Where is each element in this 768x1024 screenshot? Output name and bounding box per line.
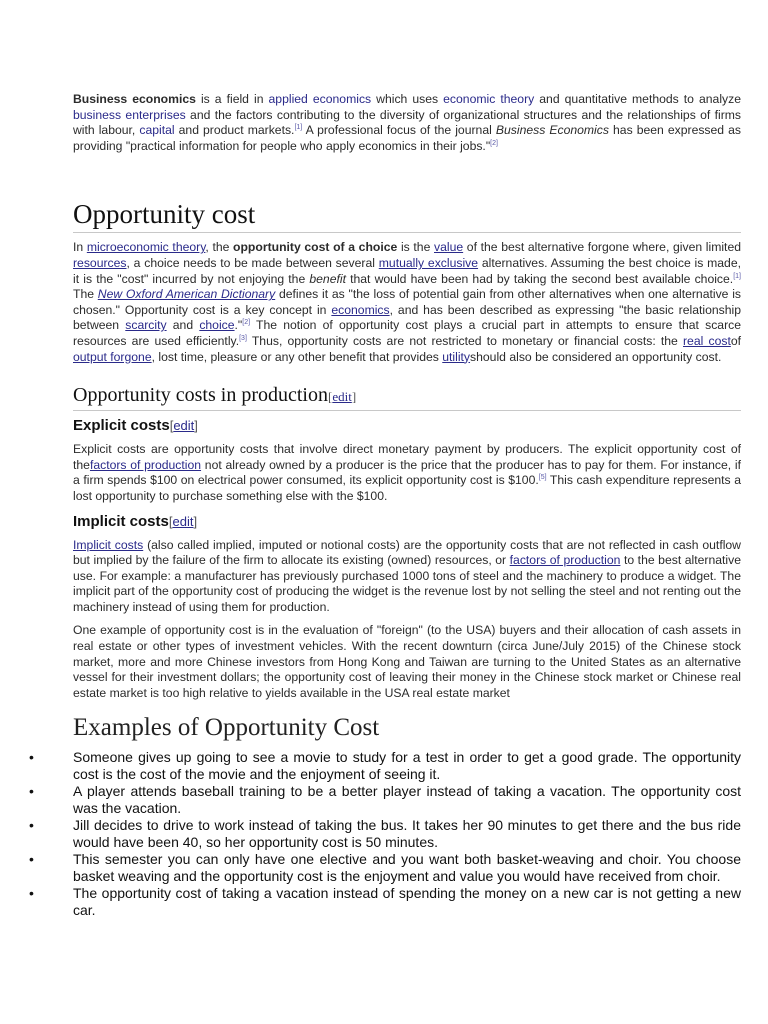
list-item: [29, 851, 741, 884]
link-choice[interactable]: choice: [199, 318, 235, 333]
link-real-cost[interactable]: real cost: [683, 333, 731, 348]
text: of the best alternative forgone where, given limited: [463, 240, 741, 255]
citation-2[interactable]: [2]: [490, 139, 498, 147]
text: alternatives. Assuming the best choice is made, it is the "cost" incurred by not enjoying the: [73, 255, 741, 286]
text: Explicit costs are opportunity costs that involve direct monetary payment by producers. The explicit opportunity cost of the: [73, 442, 741, 472]
list-item: [29, 885, 741, 918]
text: , and has been described as expressing "the basic relationship between: [73, 302, 741, 333]
link-mutually-exclusive[interactable]: mutually exclusive: [378, 255, 479, 270]
examples-list: [29, 749, 741, 918]
text: that would have been had by taking the second best available choice.: [345, 271, 734, 286]
citation-3[interactable]: [3]: [239, 334, 247, 342]
text: , lost time, pleasure or any other benefit that provides: [151, 349, 443, 364]
text: is the: [397, 240, 434, 255]
heading-opportunity-cost: Opportunity cost: [73, 198, 741, 233]
heading-explicit-costs: [73, 416, 741, 436]
bold-term: opportunity cost of a choice: [233, 240, 398, 255]
heading-opportunity-costs-in-production: [73, 383, 741, 411]
text: and quantitative methods to analyze: [534, 92, 742, 106]
text: of: [730, 333, 742, 348]
heading-implicit-costs: [73, 512, 741, 532]
text: to the best alternative use. For example: a manufacturer has previously purchased 1000 tons of steel and the machinery to produce a widget. The implicit part of the opportunity cost of producing the widget is the revenue lost by not selling the steel and not renting out the machinery instead of using them for production.: [73, 553, 741, 614]
list-item: [29, 783, 741, 816]
bracket: [: [168, 513, 173, 529]
heading-text: Explicit costs: [73, 417, 170, 435]
link-microeconomic-theory[interactable]: microeconomic theory: [86, 240, 206, 255]
edit-section: [170, 418, 198, 433]
citation-5[interactable]: [5]: [538, 474, 547, 482]
text: and product markets.: [174, 123, 295, 138]
link-value[interactable]: value: [434, 240, 464, 255]
text: defines it as "the loss of potential gain from other alternatives when one alternative is chosen." Opportunity cost is a key concept in: [73, 287, 742, 317]
bullet-icon: •: [29, 851, 34, 868]
heading-examples: Examples of Opportunity Cost: [73, 714, 380, 742]
edit-section: [169, 514, 197, 529]
list-item-text: The opportunity cost of taking a vacation instead of spending the money on a new car is not getting a new car.: [73, 885, 741, 918]
text: , the: [205, 240, 234, 255]
text: .": [234, 318, 243, 333]
edit-link[interactable]: edit: [172, 513, 194, 529]
text: is a field in: [195, 92, 269, 106]
link-scarcity[interactable]: scarcity: [125, 318, 167, 333]
edit-link[interactable]: edit: [173, 418, 195, 434]
text: Thus, opportunity costs are not restricted to monetary or financial costs: the: [246, 333, 683, 348]
list-item: [29, 749, 741, 782]
intro-paragraph: [73, 92, 741, 154]
explicit-costs-paragraph: [73, 442, 741, 504]
link-utility[interactable]: utility: [442, 349, 471, 364]
link-economics[interactable]: economics: [331, 302, 390, 317]
bracket: ]: [193, 513, 198, 529]
text: has been expressed as providing "practical information for people who apply economics in their jobs.": [73, 123, 741, 153]
edit-link[interactable]: edit: [332, 389, 352, 405]
citation-1[interactable]: [1]: [733, 272, 741, 280]
citation-1[interactable]: [1]: [294, 124, 303, 132]
text: not already owned by a producer is the price that the producer has to pay for them. For instance, if a firm spends $100 on electrical power consumed, its explicit opportunity cost is $100.: [73, 457, 741, 488]
text: A professional focus of the journal: [302, 123, 496, 138]
bracket: [: [327, 389, 333, 405]
list-item-text: Someone gives up going to see a movie to study for a test in order to get a good grade. The opportunity cost is the cost of the movie and the enjoyment of seeing it.: [73, 749, 741, 782]
bullet-icon: •: [29, 783, 34, 800]
link-factors-of-production[interactable]: factors of production: [509, 553, 621, 568]
text: (also called implied, imputed or notional costs) are the opportunity costs that are not reflected in cash outflow but implied by the failure of the firm to allocate its existing (owned) resources, or: [73, 537, 741, 568]
link-output-forgone[interactable]: output forgone: [73, 349, 152, 364]
text: and: [166, 318, 200, 333]
implicit-costs-paragraph: [73, 538, 741, 616]
opportunity-cost-paragraph: [73, 240, 741, 365]
link-factors-of-production[interactable]: factors of production: [89, 457, 202, 472]
list-item-text: This semester you can only have one elective and you want both basket-weaving and choir. You choose basket weaving and the opportunity cost is the enjoyment and value you would have received from choir.: [73, 851, 741, 884]
italic-benefit: benefit: [309, 271, 346, 286]
edit-section: [328, 389, 356, 404]
heading-text: Opportunity costs in production: [73, 384, 328, 407]
heading-text: Implicit costs: [73, 512, 169, 530]
link-new-oxford-american-dictionary[interactable]: New Oxford American Dictionary: [97, 287, 276, 302]
journal-title: Business Economics: [495, 123, 609, 138]
text: The notion of opportunity cost plays a crucial part in attempts to ensure that scarce resources are used efficiently.: [73, 318, 742, 348]
bullet-icon: •: [29, 885, 34, 902]
link-business-enterprises[interactable]: business enterprises: [73, 107, 186, 122]
bracket: ]: [194, 418, 198, 434]
link-implicit-costs[interactable]: Implicit costs: [73, 537, 144, 552]
bracket: ]: [351, 389, 357, 405]
link-economic-theory[interactable]: economic theory: [443, 92, 535, 106]
list-item-text: Jill decides to drive to work instead of taking the bus. It takes her 90 minutes to get there and the bus ride would have been 40, so her opportunity cost is 50 minutes.: [73, 817, 741, 850]
text: The: [73, 287, 98, 302]
text: should also be considered an opportunity cost.: [470, 349, 722, 364]
link-applied-economics[interactable]: applied economics: [268, 92, 372, 106]
link-capital[interactable]: capital: [139, 123, 175, 138]
intro-term: Business economics: [73, 92, 196, 106]
text: In: [73, 240, 87, 255]
text: This cash expenditure represents a lost opportunity to purchase something else with the $100.: [73, 473, 741, 503]
citation-2[interactable]: [2]: [242, 319, 251, 327]
text: which uses: [371, 92, 444, 106]
document-page: [29, 92, 742, 919]
list-item-text: A player attends baseball training to be a better player instead of taking a vacation. The opportunity cost was the vacation.: [73, 783, 741, 816]
link-resources[interactable]: resources: [73, 255, 127, 270]
text: and the factors contributing to the diversity of organizational structures and the relationships of firms with labour,: [73, 107, 741, 138]
foreign-buyers-paragraph: One example of opportunity cost is in the evaluation of "foreign" (to the USA) buyers and their allocation of cash assets in real estate or other types of investment vehicles. With the recent downturn (circa June/July 2015) of the Chinese stock market, more and more Chinese investors from Hong Kong and Taiwan are turning to the United States as an alternative vessel for their investment dollars; the opportunity cost of leaving their money in the Chinese stock market or Chinese real estate market is too high relative to yields available in the USA real estate market: [73, 623, 741, 700]
list-item: [29, 817, 741, 850]
bullet-icon: •: [29, 817, 34, 834]
bracket: [: [169, 418, 174, 434]
bullet-icon: •: [29, 749, 34, 766]
text: , a choice needs to be made between several: [126, 255, 379, 270]
